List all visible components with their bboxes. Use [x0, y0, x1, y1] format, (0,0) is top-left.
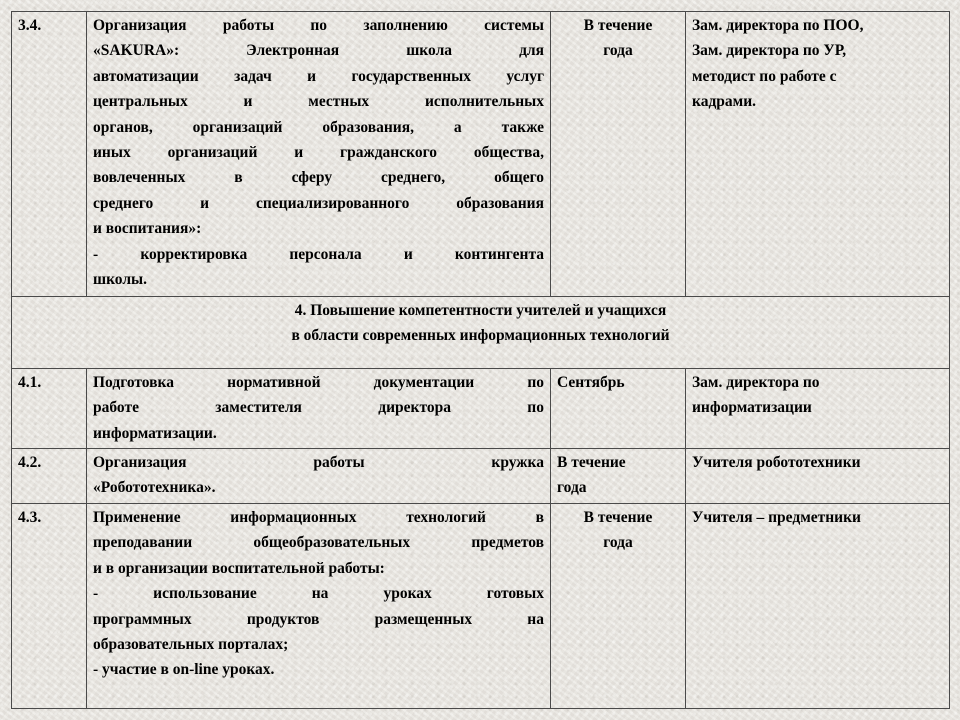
row-number: 4.1. — [12, 369, 87, 449]
text-line: Применение информационных технологий в — [93, 509, 544, 526]
responsible-cell: Учителя – предметники — [686, 504, 950, 709]
deadline-cell — [551, 449, 686, 504]
text-line: центральных и местных исполнительных — [93, 93, 544, 111]
row-number: 3.4. — [12, 12, 87, 297]
section-row — [12, 297, 950, 369]
text-line: иных организаций и гражданского общества, — [93, 144, 544, 162]
section-title-line: в области современных информационных технологий — [291, 327, 670, 345]
table-row-4-2 — [12, 449, 950, 504]
text-line: информатизации. — [93, 424, 217, 442]
row-number: 4.3. — [12, 504, 87, 709]
text-line: - использование на уроках готовых — [93, 585, 544, 603]
text-line: среднего и специализированного образования — [93, 194, 544, 212]
text-line: работе заместителя директора по — [93, 399, 544, 417]
deadline-cell — [551, 12, 686, 297]
responsible-cell: Учителя робототехники — [686, 449, 950, 504]
text-line: и воспитания»: — [93, 220, 202, 238]
deadline-cell — [551, 504, 686, 709]
text-line: школы. — [93, 271, 148, 289]
deadline-line: В течение — [583, 509, 653, 526]
responsible-line: информатизации — [692, 399, 812, 417]
activity-text — [87, 369, 551, 449]
deadline-cell: Сентябрь — [551, 369, 686, 449]
text-line: автоматизации задач и государственных услуг — [93, 67, 544, 85]
deadline-line: В течение — [583, 17, 653, 34]
text-line: - корректировка персонала и контингента — [93, 245, 544, 263]
text-line: «Робототехника». — [93, 479, 216, 497]
text-line: Организация работы по заполнению системы — [93, 17, 544, 34]
responsible-line: Зам. директора по УР, — [692, 42, 847, 60]
activity-text — [87, 449, 551, 504]
deadline-line: В течение — [557, 454, 626, 471]
row-number: 4.2. — [12, 449, 87, 504]
text-line: - участие в on-line уроках. — [93, 661, 275, 679]
responsible-cell — [686, 12, 950, 297]
responsible-line: Зам. директора по — [692, 374, 820, 391]
table-row-4-3 — [12, 504, 950, 709]
section-title-line: 4. Повышение компетентности учителей и учащихся — [294, 302, 667, 319]
responsible-cell — [686, 369, 950, 449]
responsible-line: методист по работе с — [692, 67, 837, 85]
text-line: Подготовка нормативной документации по — [93, 374, 544, 391]
activity-text — [87, 504, 551, 709]
table-row-4-1 — [12, 369, 950, 449]
text-line: образовательных порталах; — [93, 636, 289, 654]
text-line: Организация работы кружка — [93, 454, 544, 471]
text-line: «SAKURA»: Электронная школа для — [93, 42, 544, 60]
plan-table — [11, 11, 950, 709]
responsible-line: Зам. директора по ПОО, — [692, 17, 864, 34]
text-line: и в организации воспитательной работы: — [93, 559, 385, 577]
deadline-line: года — [603, 534, 633, 552]
section-title — [12, 297, 950, 369]
text-line: органов, организаций образования, а также — [93, 118, 544, 136]
activity-text — [87, 12, 551, 297]
table-row-3-4 — [12, 12, 950, 297]
deadline-line: года — [603, 42, 633, 60]
text-line: программных продуктов размещенных на — [93, 610, 544, 628]
text-line: преподавании общеобразовательных предметов — [93, 534, 544, 552]
responsible-line: кадрами. — [692, 93, 757, 111]
deadline-line: года — [557, 479, 587, 497]
text-line: вовлеченных в сферу среднего, общего — [93, 169, 544, 187]
